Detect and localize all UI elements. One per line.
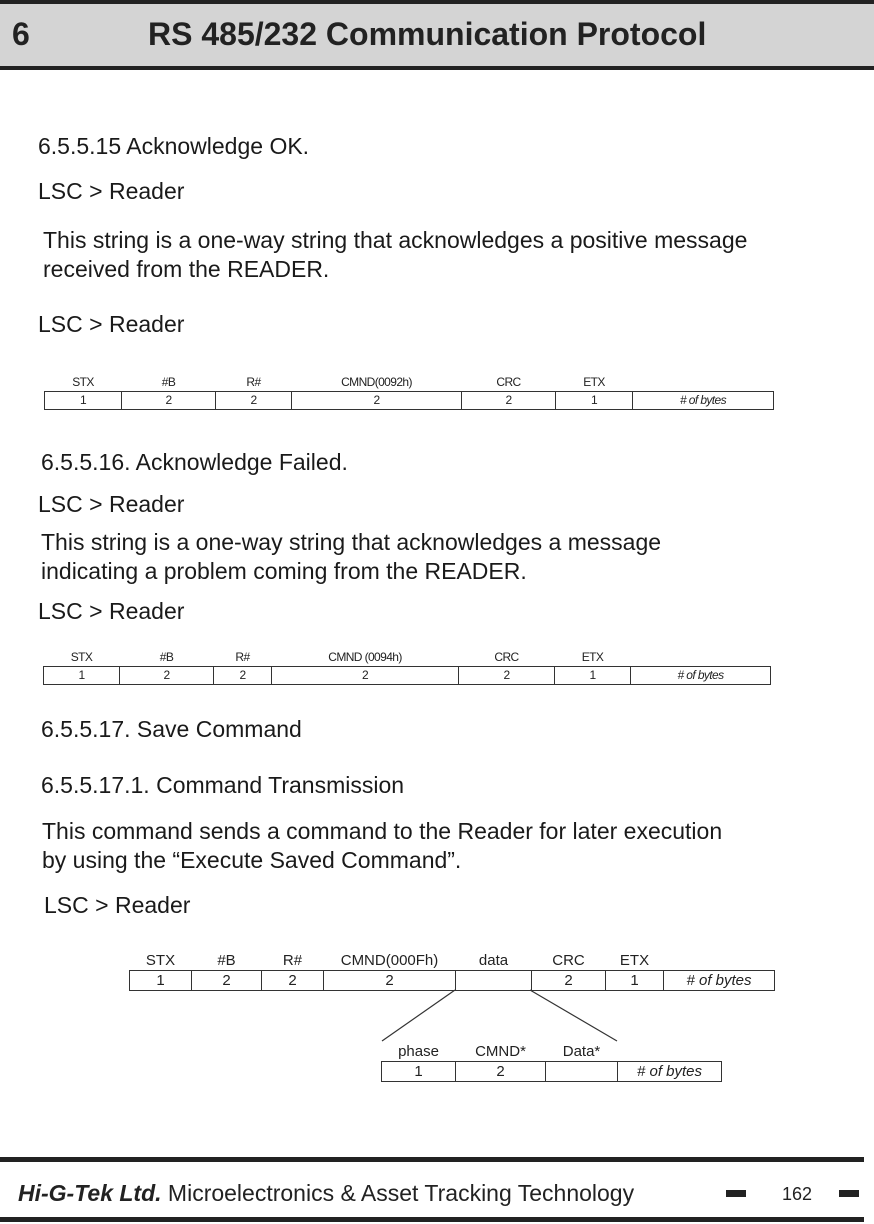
company-tagline: Microelectronics & Asset Tracking Technology — [161, 1180, 635, 1206]
table-value-cell: 2 — [292, 392, 462, 410]
table-values-row — [382, 1062, 722, 1082]
bytes-label-cell: # of bytes — [664, 971, 775, 991]
chapter-title: RS 485/232 Communication Protocol — [148, 16, 707, 52]
table-header-cell: CRC — [494, 650, 519, 664]
bytes-label-cell: # of bytes — [618, 1062, 722, 1082]
table-value-cell: 2 — [456, 1062, 546, 1082]
table-header-cell: ETX — [581, 650, 604, 664]
table-header-cell: #B — [217, 952, 236, 969]
table-header-cell: STX — [72, 375, 94, 389]
table-header-cell: CMND(000Fh) — [340, 952, 439, 969]
table-value-cell: 2 — [214, 667, 272, 685]
page-marker-left — [726, 1190, 746, 1197]
direction-label: LSC > Reader — [38, 491, 185, 517]
table-value-cell: 1 — [555, 667, 631, 685]
direction-label: LSC > Reader — [44, 892, 191, 918]
table-value-cell: 2 — [272, 667, 459, 685]
table-header-cell: ETX — [619, 952, 650, 969]
table-empty-cell — [618, 1042, 722, 1062]
chapter-number: 6 — [12, 16, 30, 52]
subsection-heading-command-transmission: 6.5.5.17.1. Command Transmission — [41, 772, 405, 798]
table-value-cell: 2 — [462, 392, 556, 410]
direction-label: LSC > Reader — [38, 598, 185, 624]
section-heading-save-command: 6.5.5.17. Save Command — [41, 716, 302, 742]
table-value-cell: 1 — [44, 667, 120, 685]
page-marker-right — [839, 1190, 859, 1197]
table-value-cell: 2 — [262, 971, 324, 991]
direction-label: LSC > Reader — [38, 178, 185, 204]
page-number: 162 — [782, 1184, 813, 1204]
expansion-line-left — [382, 990, 455, 1041]
table-header-cell: R# — [235, 650, 250, 664]
table-header-cell: CRC — [496, 375, 521, 389]
table-header-cell: CMND(0092h) — [341, 375, 412, 389]
table-value-cell: 1 — [556, 392, 633, 410]
bytes-label-cell: # of bytes — [633, 392, 774, 410]
table-value-cell: 2 — [192, 971, 262, 991]
footer-rule-top — [0, 1157, 864, 1162]
table-header-cell: ETX — [583, 375, 605, 389]
table-value-cell: 2 — [459, 667, 555, 685]
table-header-cell: CMND (0094h) — [328, 650, 402, 664]
table-header-cell: data — [478, 952, 509, 969]
table-value-cell: 1 — [382, 1062, 456, 1082]
table-value-cell: 1 — [130, 971, 192, 991]
table-value-cell: 2 — [324, 971, 456, 991]
table-header-row — [382, 1042, 722, 1062]
expansion-line-right — [530, 990, 617, 1041]
table-header-cell: CRC — [552, 952, 585, 969]
bytes-label-cell: # of bytes — [631, 667, 771, 685]
section-description: This string is a one-way string that acknowledges a positive message received from the READER. — [43, 227, 748, 282]
table-value-cell: 2 — [216, 392, 292, 410]
table-value-cell — [546, 1062, 618, 1082]
table-header-cell: CMND* — [475, 1043, 526, 1060]
table-header-cell: #B — [159, 650, 174, 664]
table-header-cell: Data* — [562, 1043, 601, 1060]
footer-company — [18, 1180, 634, 1207]
direction-label: LSC > Reader — [38, 311, 185, 337]
table-header-cell: phase — [398, 1043, 439, 1060]
protocol-subtable-data — [381, 1042, 722, 1082]
company-name: Hi-G-Tek Ltd. — [18, 1180, 162, 1206]
table-header-cell: STX — [145, 952, 176, 969]
table-value-cell: 2 — [122, 392, 216, 410]
footer-rule-bottom — [0, 1217, 864, 1222]
section-description: This command sends a command to the Reader for later execution by using the “Execute Saved Command”. — [42, 818, 723, 873]
table-header-cell: #B — [161, 375, 176, 389]
table-value-cell: 1 — [606, 971, 664, 991]
section-description: This string is a one-way string that acknowledges a message indicating a problem coming from the READER. — [41, 529, 662, 584]
table-header-cell: R# — [246, 375, 261, 389]
table-header-cell: STX — [70, 650, 93, 664]
table-value-cell: 1 — [45, 392, 122, 410]
section-heading-ack-ok: 6.5.5.15 Acknowledge OK. — [38, 133, 310, 159]
table-header-cell: R# — [282, 952, 303, 969]
section-heading-ack-failed: 6.5.5.16. Acknowledge Failed. — [41, 449, 348, 475]
table-value-cell: 2 — [120, 667, 214, 685]
table-value-cell: 2 — [532, 971, 606, 991]
